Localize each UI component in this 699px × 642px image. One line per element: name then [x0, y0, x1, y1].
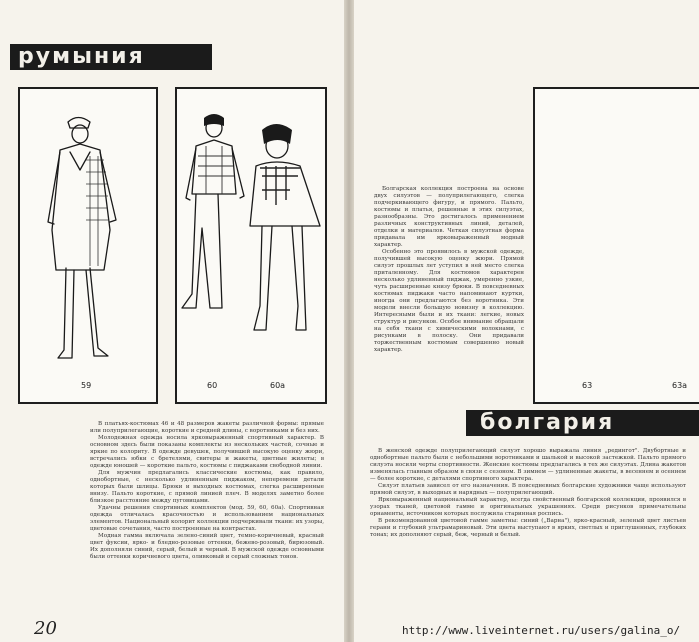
right-bottom-text — [370, 448, 686, 539]
caption-60a: 60а — [270, 381, 286, 390]
right-column-paragraph: Особенно это проявилось в мужской одежде, получившей высокую оценку жюри. Прямой силуэт прошлых лет уступил в ней место слегка приталенному. Для костюмов характерен несколько удлиненный пиджак, умеренно узкие, чуть расширенные книзу брюки. В повседневных костюмах пиджаки часто напоминают куртки, иногда они предлагаются без воротника. Эти модели внесли большую новизну в коллекцию. Интересными были и их ткани: легкие, новых структур и рисунков. Особое внимание обращали на себя ткани с химическими волокнами, с рисунками в полоску. Они придавали торжественным костюмам совершенно новый характер. — [374, 249, 524, 353]
caption-59: 59 — [81, 381, 92, 390]
watermark-url: http://www.liveinternet.ru/users/galina_o/ — [402, 624, 681, 637]
right-bottom-paragraph: В рекомендованной цветовой гамме заметны: синий („Варна"), ярко-красный, зеленый цвет листьев герани и глубокий ультрамариновый. Эти цвета выступают в ярких, светлых и приглушенных, глубоких тонах; их дополняют серый, беж, черный и белый. — [370, 518, 686, 538]
caption-63: 63 — [582, 381, 593, 390]
sketch-girl-plaid-scarf — [250, 124, 320, 330]
right-bottom-paragraph: Ярковыраженный национальный характер, всегда свойственный болгарской коллекции, проявился в узорах тканей, цветовой гамме и оригинальных украшениях. Среди рисунков примечательны орнаменты, источником которых послужила старинная роспись. — [370, 497, 686, 517]
left-paragraph: Для мужчин предлагались классические костюмы, как правило, однобортные, с несколько удлиненным пиджаком, неперемени детали которых были шлицы. Брюки и выходных костюмах, слегка расширенные внизу. Пальто короткие, с прямой линией плеч. В моделях заметно более близкое расстояние между пуговицами. — [90, 470, 324, 504]
left-body-text — [90, 421, 324, 561]
caption-63a: 63а — [672, 381, 688, 390]
bulgaria-title: болгария — [466, 410, 699, 436]
left-paragraph: Модная гамма включала зелено-синий цвет, темно-коричневый, красный цвет фуксии, ярко- и бледно-розовые оттенки, бежево-розовый, бирюзовый. Их дополняли синий, серый, белый и черный. В мужской одежде основными были оттенки коричневого цвета, оливковый и серый сложных тонов. — [90, 533, 324, 560]
right-bottom-paragraph: В женской одежде полуприлегающий силуэт хорошо выражала линия „редингот". Двубортные и однобортные пальто были с небольшими воротниками и шалькой и высокой застежкой. Пальто прямого силуэта носили черты спортивности. Женские костюмы предлагались в тех же силуэтах. Длина жакетов изменялась главным образом в связи с сезоном. В зимнем — удлиненные жакеты, в весеннем и осеннем — более короткие, с деталями спортивного характера. — [370, 448, 686, 482]
right-bottom-paragraph: Силуэт платьев зависел от его назначения. В повседневных болгарские художники чаще используют прямой силуэт, в выходных и нарядных — полуприлегающий. — [370, 483, 686, 496]
left-paragraph: Удачны решения спортивных комплектов (мод. 59, 60, 60а). Спортивная одежда отличалась красочностью и использованием национальных элементов. Национальный колорит коллекции подчеркивали ткани: их узоры, цветовые сочетания, часто построенные на контрастах. — [90, 505, 324, 532]
right-column-paragraph: Болгарская коллекция построена на основе двух силуэтов — полуприлегающего, слегка подчеркивающего фигуру, и прямого. Пальто, костюмы и платья, решенные в этих силуэтах, разнообразны. Это достигалось применением различных конструктивных линий, деталей, отделки и материалов. Четкая силуэтная форма придавала им ярковыраженный модный характер. — [374, 186, 524, 248]
right-column-text — [374, 186, 524, 354]
page-number: 20 — [34, 618, 57, 639]
illustration-frame-63 — [533, 87, 699, 404]
caption-60: 60 — [207, 381, 218, 390]
romania-title: румыния — [10, 44, 212, 70]
sketch-man-plaid-coat — [48, 118, 116, 359]
left-paragraph: В платьях-костюмах 46 и 48 размеров жакеты различной формы: прямые или полуприлегающие, короткие и средней длины, с воротниками и без них. — [90, 421, 324, 434]
sketch-boy-plaid-shirt — [182, 114, 244, 308]
left-paragraph: Молодежная одежда носила ярковыраженный спортивный характер. В основном здесь были показаны комплекты из нескольких частей, сочные и яркие по колориту. В одежде девушек, получившей высокую оценку жюри, встречались юбки с бретелями, свитеры и жакеты, цветные жилеты; в одежде юношей — короткие пальто, костюмы с пиджаками свободной линии. — [90, 435, 324, 469]
